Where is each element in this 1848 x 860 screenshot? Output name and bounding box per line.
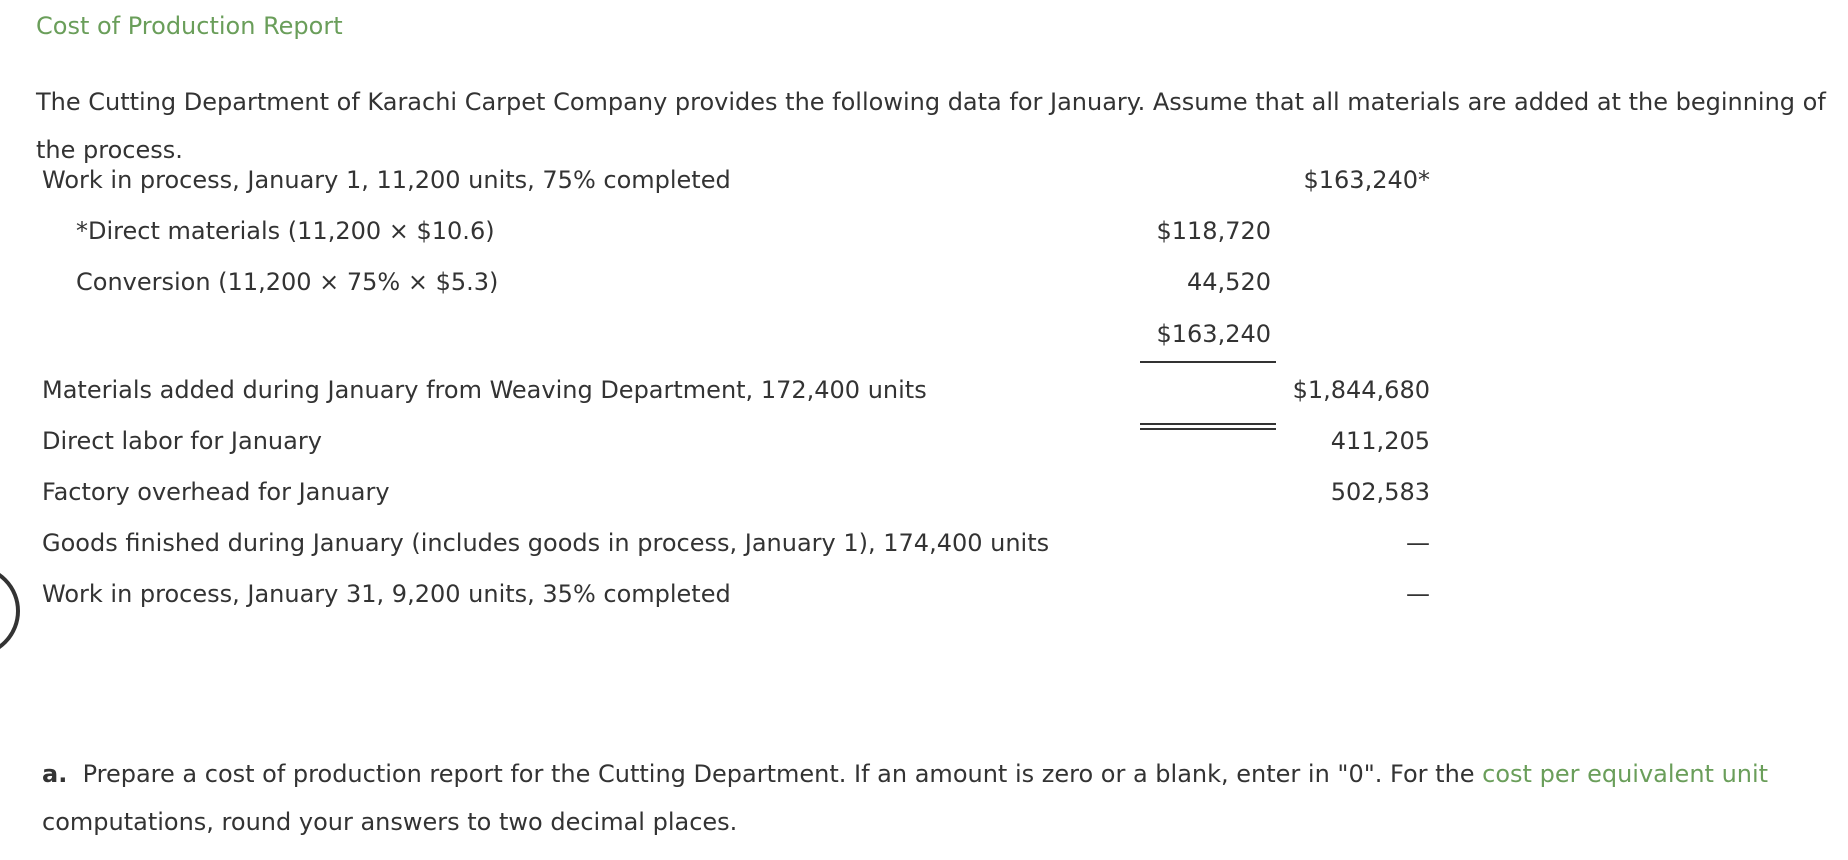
row-label-materials-added: Materials added during January from Weaving Department, 172,400 units [42,376,927,404]
part-a-marker: a. [42,760,68,788]
row-amount-materials-added: $1,844,680 [1292,376,1430,404]
intro-paragraph: The Cutting Department of Karachi Carpet Company provides the following data for January. Assume that all materials are added at the beginning of the process. [36,88,1826,164]
row-label-wip-jan31: Work in process, January 31, 9,200 units, 35% completed [42,580,731,608]
part-a-text-after: computations, round your answers to two decimal places. [42,808,738,836]
row-label-direct-materials: *Direct materials (11,200 × $10.6) [76,217,495,245]
row-label-direct-labor: Direct labor for January [42,427,322,455]
circle-marker-icon [0,565,20,657]
row-amount-goods-finished: — [1406,529,1430,557]
total-double-rule [1140,423,1276,430]
row-amount-conversion: 44,520 [1187,268,1271,296]
row-label-goods-finished: Goods finished during January (includes goods in process, January 1), 174,400 units [42,529,1050,557]
row-amount-subtotal: $163,240 [1156,320,1271,348]
row-label-factory-overhead: Factory overhead for January [42,478,390,506]
row-amount-direct-materials: $118,720 [1156,217,1271,245]
page-title: Cost of Production Report [36,12,343,40]
row-amount-direct-labor: 411,205 [1330,427,1430,455]
row-amount-wip-jan1: $163,240* [1303,166,1430,194]
row-amount-factory-overhead: 502,583 [1330,478,1430,506]
part-a-instructions [42,750,1832,846]
row-label-wip-jan1: Work in process, January 1, 11,200 units, 75% completed [42,166,731,194]
part-a-text-before: Prepare a cost of production report for the Cutting Department. If an amount is zero or a blank, enter in "0". For the [82,760,1483,788]
row-label-conversion: Conversion (11,200 × 75% × $5.3) [76,268,499,296]
cost-per-equivalent-unit-link[interactable]: cost per equivalent unit [1482,760,1769,788]
subtotal-rule [1140,361,1276,363]
row-amount-wip-jan31: — [1406,580,1430,608]
